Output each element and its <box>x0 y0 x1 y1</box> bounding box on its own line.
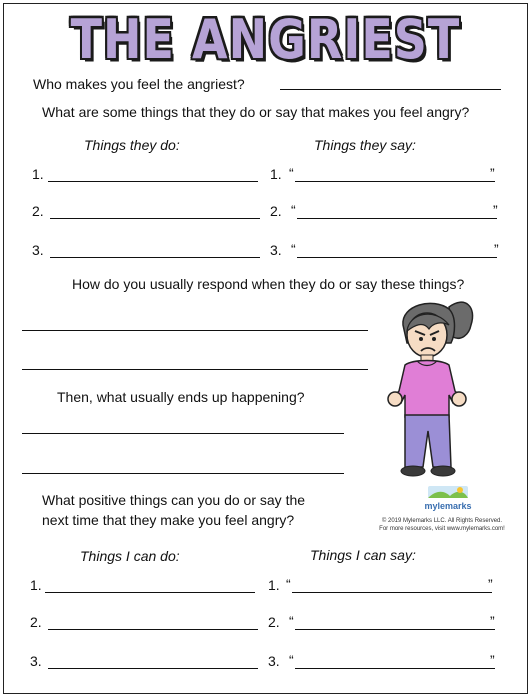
answer-line-can-say-3[interactable] <box>295 668 495 669</box>
answer-line-can-do-2[interactable] <box>48 629 258 630</box>
subhead-things-they-say: Things they say: <box>314 137 416 153</box>
answer-line-can-do-1[interactable] <box>45 592 255 593</box>
answer-line-do-1[interactable] <box>48 181 258 182</box>
number-label: 1. <box>32 166 44 182</box>
number-label: 3. <box>30 653 42 669</box>
subhead-things-i-can-do: Things I can do: <box>80 548 180 564</box>
angry-girl-illustration <box>383 295 495 485</box>
open-quote: “ <box>289 613 294 629</box>
answer-line-then-1[interactable] <box>22 433 344 434</box>
open-quote: “ <box>289 652 294 668</box>
answer-line-can-say-2[interactable] <box>295 629 495 630</box>
open-quote: “ <box>289 165 294 181</box>
number-label: 3. <box>268 653 280 669</box>
answer-line-say-2[interactable] <box>297 218 497 219</box>
question-positive-line-1: What positive things can you do or say the <box>42 492 306 508</box>
copyright-notice <box>372 517 512 533</box>
close-quote: ” <box>490 613 495 629</box>
number-label: 3. <box>270 242 282 258</box>
copyright-line-1: © 2019 Mylemarks LLC. All Rights Reserved. <box>381 518 503 524</box>
answer-line-then-2[interactable] <box>22 473 344 474</box>
copyright-line-2: For more resources, visit www.mylemarks.com! <box>379 526 505 532</box>
subhead-things-they-do: Things they do: <box>84 137 180 153</box>
close-quote: ” <box>488 576 493 592</box>
number-label: 2. <box>270 203 282 219</box>
question-positive-line-2: next time that they make you feel angry? <box>42 512 295 528</box>
open-quote: “ <box>291 241 296 257</box>
close-quote: ” <box>490 165 495 181</box>
answer-line-say-1[interactable] <box>295 181 495 182</box>
worksheet-title: THE ANGRIEST <box>70 7 461 71</box>
question-things: What are some things that they do or say that makes you feel angry? <box>42 104 470 120</box>
question-who: Who makes you feel the angriest? <box>33 76 245 92</box>
number-label: 2. <box>32 203 44 219</box>
answer-line-respond-1[interactable] <box>22 330 368 331</box>
number-label: 2. <box>30 614 42 630</box>
mylemarks-logo <box>420 484 476 514</box>
close-quote: ” <box>490 652 495 668</box>
answer-line-respond-2[interactable] <box>22 369 368 370</box>
answer-line-say-3[interactable] <box>297 257 497 258</box>
close-quote: ” <box>493 202 498 218</box>
subhead-things-i-can-say: Things I can say: <box>310 547 416 563</box>
open-quote: “ <box>286 576 291 592</box>
logo-text: mylemarks <box>424 501 472 511</box>
question-respond: How do you usually respond when they do or say these things? <box>72 276 465 292</box>
answer-line-can-say-1[interactable] <box>292 592 492 593</box>
answer-line-can-do-3[interactable] <box>48 668 258 669</box>
title-banner <box>0 6 531 72</box>
close-quote: ” <box>494 241 499 257</box>
answer-line-do-2[interactable] <box>50 218 260 219</box>
number-label: 2. <box>268 614 280 630</box>
number-label: 3. <box>32 242 44 258</box>
question-then: Then, what usually ends up happening? <box>57 389 305 405</box>
answer-line-who[interactable] <box>280 89 501 90</box>
number-label: 1. <box>270 166 282 182</box>
open-quote: “ <box>291 202 296 218</box>
number-label: 1. <box>30 577 42 593</box>
number-label: 1. <box>268 577 280 593</box>
answer-line-do-3[interactable] <box>50 257 260 258</box>
